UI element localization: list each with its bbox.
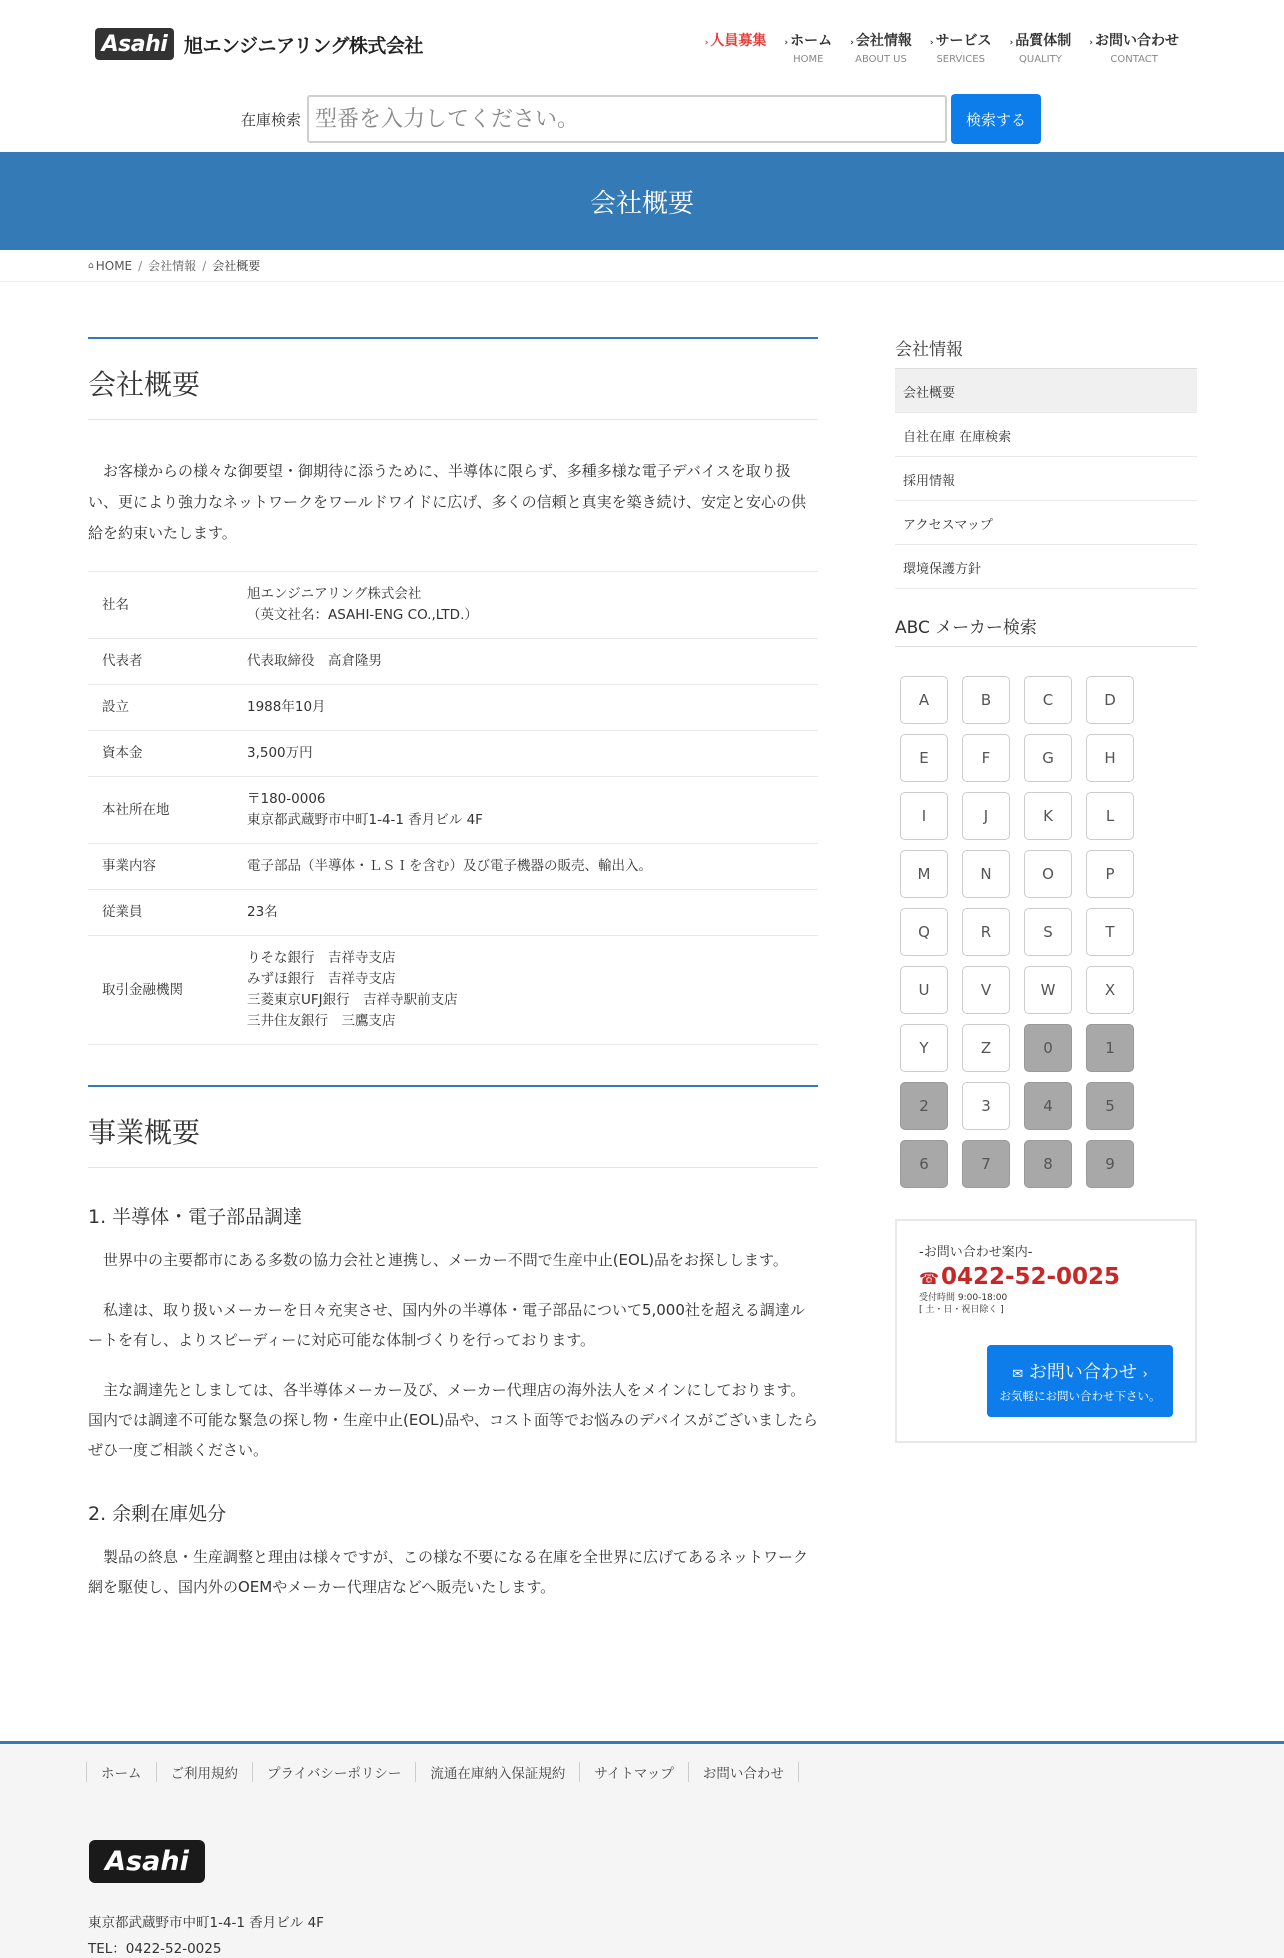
nav-contact[interactable] bbox=[1080, 30, 1188, 80]
abc-key-t[interactable]: T bbox=[1086, 908, 1134, 956]
nav-about-sub: ABOUT US bbox=[855, 54, 907, 65]
table-key: 資本金 bbox=[88, 731, 233, 777]
business-subtitle-1: 1. 半導体・電子部品調達 bbox=[88, 1206, 303, 1228]
footer-logo[interactable]: Asahi bbox=[89, 1840, 205, 1883]
chevron-right-icon: › bbox=[850, 38, 854, 48]
table-value-line: （英文社名：ASAHI-ENG CO.,LTD.） bbox=[247, 607, 478, 623]
abc-key-r[interactable]: R bbox=[962, 908, 1010, 956]
business-paragraph: 製品の終息・生産調整と理由は様々ですが、この様な不要になる在庫を全世界に広げてあるネットワーク網を駆使し、国内外のOEMやメーカー代理店などへ販売いたします。 bbox=[88, 1548, 809, 1596]
table-key: 代表者 bbox=[88, 639, 233, 685]
table-value-line: 電子部品（半導体・ＬＳＩを含む）及び電子機器の販売、輸出入。 bbox=[247, 858, 652, 874]
footer-address bbox=[88, 1910, 324, 1958]
contact-button-label: お問い合わせ bbox=[1028, 1362, 1137, 1383]
contact-hours-time: 受付時間 9:00-18:00 bbox=[919, 1293, 1008, 1303]
nav-about-label: 会社情報 bbox=[855, 33, 912, 49]
table-row bbox=[88, 844, 818, 890]
table-key: 事業内容 bbox=[88, 844, 233, 890]
nav-services-label: サービス bbox=[935, 33, 992, 49]
abc-key-o[interactable]: O bbox=[1024, 850, 1072, 898]
nav-home-sub: HOME bbox=[793, 54, 824, 65]
table-value bbox=[233, 731, 818, 777]
business-paragraph: 世界中の主要都市にある多数の協力会社と連携し、メーカー不問で生産中止(EOL)品をお探しします。 bbox=[103, 1251, 788, 1269]
table-value-line: 代表取締役 高倉隆男 bbox=[247, 653, 382, 669]
abc-key-j[interactable]: J bbox=[962, 792, 1010, 840]
abc-key-y[interactable]: Y bbox=[900, 1024, 948, 1072]
table-value-line: 〒180-0006 bbox=[247, 791, 326, 807]
stock-search-input[interactable] bbox=[307, 95, 947, 143]
abc-key-4: 4 bbox=[1024, 1082, 1072, 1130]
chevron-right-icon: › bbox=[929, 38, 934, 48]
footer-link-terms[interactable]: ご利用規約 bbox=[156, 1762, 253, 1782]
abc-key-6: 6 bbox=[900, 1140, 948, 1188]
abc-key-l[interactable]: L bbox=[1086, 792, 1134, 840]
contact-tel[interactable] bbox=[919, 1264, 1173, 1290]
nav-recruit-label: 人員募集 bbox=[710, 33, 767, 49]
nav-contact-label: お問い合わせ bbox=[1095, 33, 1179, 49]
abc-key-w[interactable]: W bbox=[1024, 966, 1072, 1014]
business-paragraph: 主な調達先としましては、各半導体メーカー及び、メーカー代理店の海外法人をメインにしております。国内では調達不可能な緊急の探し物・生産中止(EOL)品や、コスト面等でお悩みのデバイスがございましたらぜひ一度ご相談ください。 bbox=[88, 1381, 819, 1459]
business-subtitle-2: 2. 余剰在庫処分 bbox=[88, 1503, 227, 1525]
sidebar-title: 会社情報 bbox=[895, 335, 1197, 369]
table-value-line: りそな銀行 吉祥寺支店 bbox=[247, 950, 396, 966]
contact-tel-number: 0422-52-0025 bbox=[940, 1264, 1121, 1290]
nav-home-label: ホーム bbox=[790, 33, 833, 49]
abc-key-x[interactable]: X bbox=[1086, 966, 1134, 1014]
footer-link-sitemap[interactable]: サイトマップ bbox=[579, 1762, 688, 1782]
table-row bbox=[88, 777, 818, 844]
abc-key-0: 0 bbox=[1024, 1024, 1072, 1072]
breadcrumb bbox=[0, 250, 1284, 282]
abc-key-2: 2 bbox=[900, 1082, 948, 1130]
banner-title: 会社概要 bbox=[589, 188, 694, 219]
table-value bbox=[233, 777, 818, 844]
table-row bbox=[88, 731, 818, 777]
footer-tel: TEL：0422-52-0025 bbox=[88, 1941, 222, 1957]
abc-key-g[interactable]: G bbox=[1024, 734, 1072, 782]
abc-key-n[interactable]: N bbox=[962, 850, 1010, 898]
logo-mark: Asahi bbox=[95, 28, 174, 60]
table-value-line: 三菱東京UFJ銀行 吉祥寺駅前支店 bbox=[247, 992, 458, 1008]
table-value bbox=[233, 572, 818, 639]
abc-key-u[interactable]: U bbox=[900, 966, 948, 1014]
business-title: 事業概要 bbox=[88, 1116, 201, 1149]
abc-key-p[interactable]: P bbox=[1086, 850, 1134, 898]
home-icon: ⌂ bbox=[88, 260, 94, 271]
sidebar-item-access[interactable]: アクセスマップ bbox=[895, 501, 1197, 545]
table-key: 本社所在地 bbox=[88, 777, 233, 844]
abc-key-m[interactable]: M bbox=[900, 850, 948, 898]
table-value-line: 三井住友銀行 三鷹支店 bbox=[247, 1013, 396, 1029]
abc-key-q[interactable]: Q bbox=[900, 908, 948, 956]
sidebar-item-overview[interactable]: 会社概要 bbox=[895, 369, 1197, 413]
abc-key-a[interactable]: A bbox=[900, 676, 948, 724]
nav-quality-sub: QUALITY bbox=[1019, 54, 1062, 65]
section-heading bbox=[88, 337, 818, 420]
nav-home[interactable] bbox=[775, 30, 841, 80]
table-key: 社名 bbox=[88, 572, 233, 639]
abc-key-v[interactable]: V bbox=[962, 966, 1010, 1014]
abc-search-title: ABC メーカー検索 bbox=[895, 613, 1197, 647]
stock-search-button[interactable]: 検索する bbox=[951, 94, 1041, 144]
sidebar bbox=[895, 335, 1197, 1443]
abc-key-i[interactable]: I bbox=[900, 792, 948, 840]
table-key: 従業員 bbox=[88, 890, 233, 936]
table-value bbox=[233, 685, 818, 731]
table-row bbox=[88, 685, 818, 731]
stock-search-label: 在庫検索 bbox=[241, 110, 302, 129]
table-key: 取引金融機関 bbox=[88, 936, 233, 1045]
site-header bbox=[0, 0, 1284, 152]
footer-link-guarantee[interactable]: 流通在庫納入保証規約 bbox=[415, 1762, 579, 1782]
table-value-line: 23名 bbox=[247, 904, 278, 920]
nav-services[interactable] bbox=[921, 30, 1001, 80]
abc-key-3[interactable]: 3 bbox=[962, 1082, 1010, 1130]
chevron-right-icon: › bbox=[1009, 38, 1014, 48]
breadcrumb-parent[interactable]: 会社情報 bbox=[148, 259, 197, 273]
abc-key-5: 5 bbox=[1086, 1082, 1134, 1130]
page-title: 会社概要 bbox=[88, 368, 201, 401]
phone-icon: ☎ bbox=[919, 1269, 939, 1288]
logo-text: 旭エンジニアリング株式会社 bbox=[184, 34, 423, 57]
stock-search bbox=[241, 94, 1041, 144]
table-value-line: 旭エンジニアリング株式会社 bbox=[247, 586, 422, 602]
breadcrumb-separator: / bbox=[202, 258, 207, 273]
table-row bbox=[88, 639, 818, 685]
sidebar-item-stock[interactable]: 自社在庫 在庫検索 bbox=[895, 413, 1197, 457]
contact-hours bbox=[919, 1292, 1173, 1316]
abc-key-k[interactable]: K bbox=[1024, 792, 1072, 840]
site-footer bbox=[0, 1741, 1284, 1958]
main-content bbox=[88, 337, 818, 1622]
abc-key-b[interactable]: B bbox=[962, 676, 1010, 724]
table-row bbox=[88, 890, 818, 936]
abc-key-s[interactable]: S bbox=[1024, 908, 1072, 956]
abc-key-h[interactable]: H bbox=[1086, 734, 1134, 782]
table-key: 設立 bbox=[88, 685, 233, 731]
intro-text: お客様からの様々な御要望・御期待に添うために、半導体に限らず、多種多様な電子デバイスを取り扱い、更により強力なネットワークをワールドワイドに広げ、多くの信頼と真実を築き続け、安定と安心の供給を約束いたします。 bbox=[88, 462, 807, 542]
abc-key-c[interactable]: C bbox=[1024, 676, 1072, 724]
breadcrumb-home[interactable]: HOME bbox=[95, 258, 133, 273]
abc-key-d[interactable]: D bbox=[1086, 676, 1134, 724]
abc-key-8: 8 bbox=[1024, 1140, 1072, 1188]
table-value bbox=[233, 890, 818, 936]
breadcrumb-current: 会社概要 bbox=[212, 259, 261, 273]
business-paragraph: 私達は、取り扱いメーカーを日々充実させ、国内外の半導体・電子部品について5,000社を超える調達ルートを有し、よりスピーディーに対応可能な体制づくりを行っております。 bbox=[88, 1301, 805, 1349]
table-value-line: 3,500万円 bbox=[247, 745, 313, 761]
breadcrumb-separator: / bbox=[138, 258, 143, 273]
table-value bbox=[233, 639, 818, 685]
global-nav bbox=[696, 30, 1188, 80]
footer-link-contact[interactable]: お問い合わせ bbox=[688, 1762, 799, 1782]
nav-about[interactable] bbox=[841, 30, 921, 80]
abc-key-7: 7 bbox=[962, 1140, 1010, 1188]
contact-hours-closed: [ 土・日・祝日除く ] bbox=[919, 1305, 1004, 1315]
table-value-line: 東京都武蔵野市中町1-4-1 香月ビル 4F bbox=[247, 812, 483, 828]
table-value bbox=[233, 936, 818, 1045]
chevron-right-icon: › bbox=[784, 38, 789, 48]
abc-key-1: 1 bbox=[1086, 1024, 1134, 1072]
footer-nav bbox=[86, 1762, 799, 1782]
section-heading bbox=[88, 1085, 818, 1168]
contact-button[interactable] bbox=[987, 1345, 1173, 1417]
abc-key-f[interactable]: F bbox=[962, 734, 1010, 782]
footer-link-home[interactable]: ホーム bbox=[86, 1762, 156, 1782]
chevron-right-icon: › bbox=[1089, 38, 1093, 48]
chevron-right-icon: › bbox=[704, 38, 709, 48]
contact-button-sub: お気軽にお問い合わせ下さい。 bbox=[999, 1389, 1161, 1403]
nav-contact-sub: CONTACT bbox=[1110, 54, 1158, 65]
contact-box bbox=[895, 1219, 1197, 1443]
table-value-line: みずほ銀行 吉祥寺支店 bbox=[247, 971, 396, 987]
sidebar-item-recruit[interactable]: 採用情報 bbox=[895, 457, 1197, 501]
table-value-line: 1988年10月 bbox=[247, 699, 326, 715]
nav-quality-label: 品質体制 bbox=[1015, 33, 1072, 49]
page-banner bbox=[0, 152, 1284, 250]
footer-address-line: 東京都武蔵野市中町1-4-1 香月ビル 4F bbox=[88, 1915, 324, 1931]
abc-grid bbox=[895, 647, 1197, 1188]
table-value bbox=[233, 844, 818, 890]
mail-icon: ✉ bbox=[1012, 1367, 1024, 1382]
company-table bbox=[88, 571, 818, 1045]
chevron-right-icon: › bbox=[1142, 1367, 1148, 1382]
nav-services-sub: SERVICES bbox=[936, 54, 985, 65]
table-row bbox=[88, 936, 818, 1045]
table-row bbox=[88, 572, 818, 639]
abc-key-9: 9 bbox=[1086, 1140, 1134, 1188]
contact-guide: -お問い合わせ案内- bbox=[919, 1245, 1033, 1260]
abc-key-z[interactable]: Z bbox=[962, 1024, 1010, 1072]
business-section bbox=[88, 1085, 818, 1602]
sidebar-menu bbox=[895, 369, 1197, 589]
site-logo[interactable] bbox=[95, 28, 423, 60]
sidebar-item-environment[interactable]: 環境保護方針 bbox=[895, 545, 1197, 589]
abc-key-e[interactable]: E bbox=[900, 734, 948, 782]
nav-quality[interactable] bbox=[1001, 30, 1081, 80]
footer-link-privacy[interactable]: プライバシーポリシー bbox=[252, 1762, 415, 1782]
nav-recruit[interactable] bbox=[696, 30, 776, 80]
